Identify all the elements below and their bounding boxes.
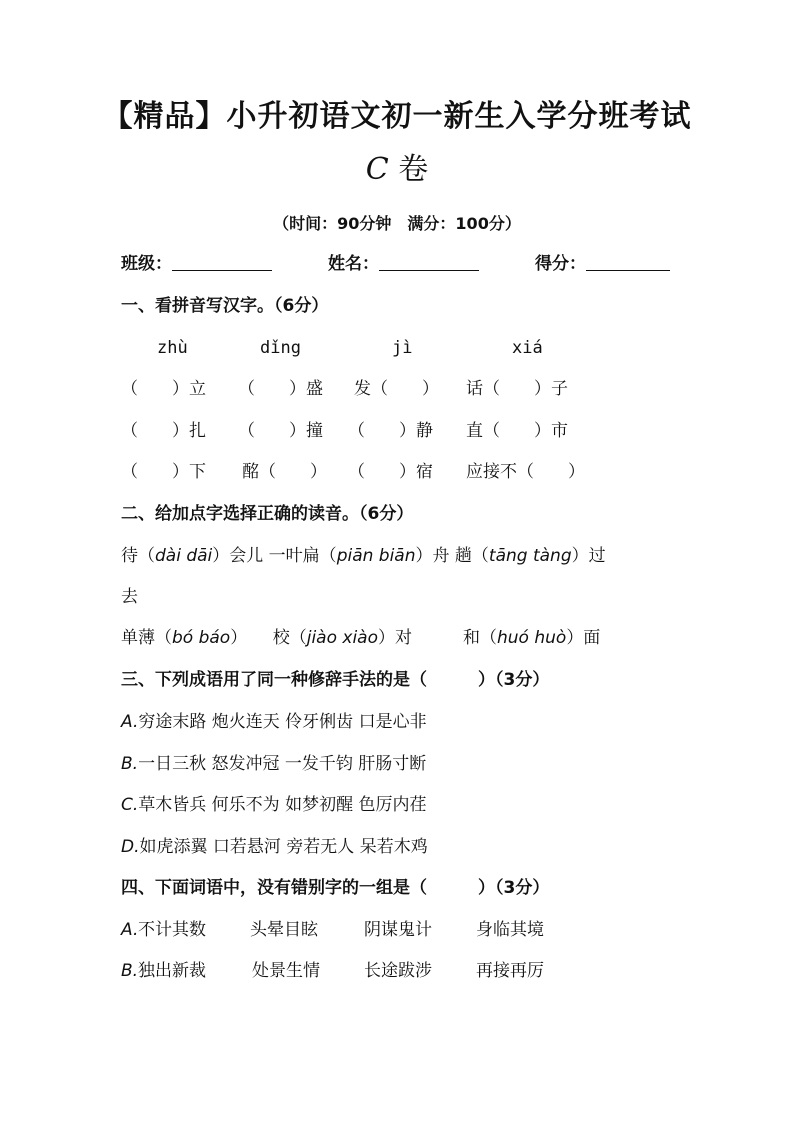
q2-heading: 二、给加点字选择正确的读音。（6分） bbox=[121, 504, 414, 524]
q2-text: ）会儿 一叶扁（ bbox=[212, 546, 337, 566]
q1-cell: 发（ ） bbox=[354, 379, 439, 399]
q2-pinyin-option: piān biān bbox=[336, 546, 416, 566]
q2-text: ） 校（ bbox=[230, 628, 307, 648]
score-label: 得分： bbox=[535, 254, 586, 274]
option-letter: B. bbox=[121, 754, 139, 774]
class-blank[interactable] bbox=[172, 253, 272, 271]
name-blank[interactable] bbox=[379, 253, 479, 271]
q3-option-c bbox=[121, 794, 427, 816]
q4-word: 长途跋涉 bbox=[364, 961, 432, 981]
q1-pinyin-2: dǐng bbox=[260, 338, 301, 358]
q1-cell: （ ）撞 bbox=[238, 421, 323, 441]
q4-option-b-letter: B. bbox=[121, 961, 139, 981]
q1-cell: （ ）下 bbox=[121, 462, 206, 482]
q4-option-a-letter: A. bbox=[121, 920, 139, 940]
q2-pinyin-option: bó báo bbox=[172, 628, 231, 648]
q2-text: ）面 bbox=[566, 628, 601, 648]
q2-line-2 bbox=[121, 627, 600, 649]
q1-cell: （ ）立 bbox=[121, 379, 206, 399]
q2-pinyin-option: dài dāi bbox=[155, 546, 213, 566]
name-label: 姓名： bbox=[328, 254, 379, 274]
q1-cell: （ ）宿 bbox=[348, 462, 433, 482]
q1-cell: （ ）扎 bbox=[121, 421, 206, 441]
q1-cell: （ ）盛 bbox=[238, 379, 323, 399]
q1-cell: 酩（ ） bbox=[242, 462, 327, 482]
q4-word: 再接再厉 bbox=[476, 961, 544, 981]
q1-cell: 应接不（ ） bbox=[466, 462, 585, 482]
q4-word: 处景生情 bbox=[252, 961, 320, 981]
q2-pinyin-option: huó huò bbox=[497, 628, 567, 648]
page-subtitle bbox=[0, 150, 794, 190]
page-title: 【精品】小升初语文初一新生入学分班考试 bbox=[102, 99, 692, 134]
option-letter: A. bbox=[121, 712, 139, 732]
score-blank[interactable] bbox=[586, 253, 670, 271]
subtitle-rest: 卷 bbox=[388, 152, 429, 187]
q3-option-a bbox=[121, 711, 427, 733]
class-field bbox=[121, 253, 272, 275]
q2-text: ）过 bbox=[571, 546, 606, 566]
q1-cell: （ ）静 bbox=[348, 421, 433, 441]
q1-pinyin-4: xiá bbox=[512, 338, 543, 358]
q3-option-d bbox=[121, 836, 428, 858]
time-info: （时间：90分钟 满分：100分） bbox=[273, 214, 521, 233]
q3-heading: 三、下列成语用了同一种修辞手法的是（ ）（3分） bbox=[121, 670, 550, 690]
q2-text: ）对 和（ bbox=[378, 628, 497, 648]
q4-word: 阴谋鬼计 bbox=[364, 920, 432, 940]
q4-word: 头晕目眩 bbox=[250, 920, 318, 940]
score-field bbox=[535, 253, 670, 275]
q1-heading: 一、看拼音写汉字。（6分） bbox=[121, 296, 329, 316]
option-text: 一日三秋 怒发冲冠 一发千钧 肝肠寸断 bbox=[138, 754, 427, 774]
subtitle-letter: C bbox=[365, 152, 389, 187]
class-label: 班级： bbox=[121, 254, 172, 274]
q3-option-b bbox=[121, 753, 426, 775]
q4-word: 身临其境 bbox=[476, 920, 544, 940]
q4-word: 独出新裁 bbox=[138, 961, 206, 981]
q1-pinyin-1: zhù bbox=[157, 338, 188, 358]
q4-word: 不计其数 bbox=[138, 920, 206, 940]
q2-text: 单薄（ bbox=[121, 628, 172, 648]
q1-cell: 话（ ）子 bbox=[466, 379, 568, 399]
q2-line-1 bbox=[121, 545, 606, 567]
option-letter: C. bbox=[121, 795, 139, 815]
q4-heading: 四、下面词语中，没有错别字的一组是（ ）（3分） bbox=[121, 878, 550, 898]
q2-line-1-wrap: 去 bbox=[121, 587, 138, 607]
q2-text: 待（ bbox=[121, 546, 155, 566]
option-text: 如虎添翼 口若悬河 旁若无人 呆若木鸡 bbox=[139, 837, 428, 857]
q2-text: ）舟 趟（ bbox=[415, 546, 489, 566]
option-letter: D. bbox=[121, 837, 140, 857]
q2-pinyin-option: tāng tàng bbox=[488, 546, 572, 566]
q1-pinyin-3: jì bbox=[392, 338, 413, 358]
name-field bbox=[328, 253, 479, 275]
q1-cell: 直（ ）市 bbox=[466, 421, 568, 441]
option-text: 草木皆兵 何乐不为 如梦初醒 色厉内荏 bbox=[138, 795, 427, 815]
option-text: 穷途末路 炮火连天 伶牙俐齿 口是心非 bbox=[138, 712, 427, 732]
q2-pinyin-option: jiào xiào bbox=[306, 628, 378, 648]
